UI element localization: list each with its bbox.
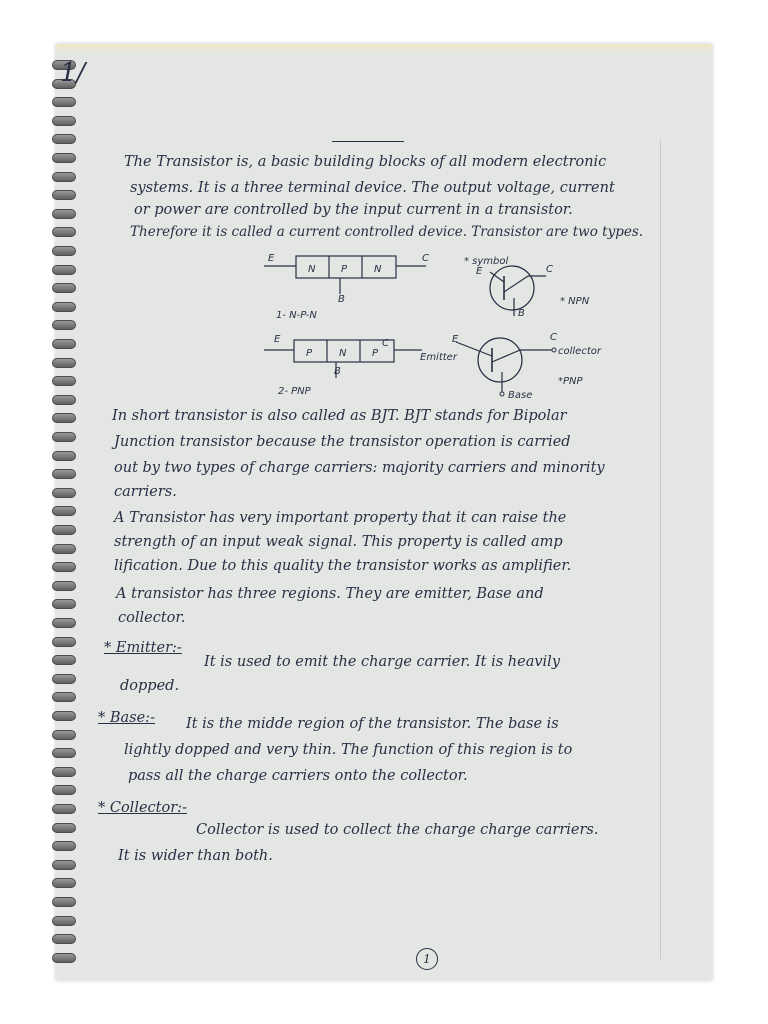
spiral-ring bbox=[52, 581, 76, 591]
spiral-ring bbox=[52, 358, 76, 368]
spiral-ring bbox=[52, 153, 76, 163]
symbol-heading: * symbol bbox=[464, 256, 509, 267]
short-line-4: carriers. bbox=[114, 484, 177, 500]
pnp-symbol bbox=[418, 332, 618, 406]
spiral-binding bbox=[52, 60, 82, 980]
spiral-ring bbox=[52, 376, 76, 386]
symbol-pnp-e: E bbox=[452, 334, 459, 345]
spiral-ring bbox=[52, 246, 76, 256]
spiral-ring bbox=[52, 395, 76, 405]
spiral-ring bbox=[52, 562, 76, 572]
spiral-ring bbox=[52, 525, 76, 535]
base-text-1: It is the midde region of the transistor. The base is bbox=[186, 716, 559, 732]
spiral-ring bbox=[52, 451, 76, 461]
spiral-ring bbox=[52, 934, 76, 944]
spiral-ring bbox=[52, 878, 76, 888]
intro-line-1: The Transistor is, a basic building blocks of all modern electronic bbox=[124, 154, 607, 170]
symbol-npn-label: * NPN bbox=[560, 296, 590, 307]
spiral-ring bbox=[52, 748, 76, 758]
symbol-npn-c: C bbox=[546, 264, 553, 275]
symbol-pnp-base: Base bbox=[508, 390, 533, 401]
spiral-ring bbox=[52, 506, 76, 516]
spiral-ring bbox=[52, 432, 76, 442]
spiral-ring bbox=[52, 599, 76, 609]
spiral-ring bbox=[52, 637, 76, 647]
spiral-ring bbox=[52, 860, 76, 870]
short-line-2: Junction transistor because the transistor operation is carried bbox=[114, 434, 571, 450]
page-number: 1 bbox=[416, 948, 438, 970]
spiral-ring bbox=[52, 190, 76, 200]
spiral-ring bbox=[52, 227, 76, 237]
emitter-text-1: It is used to emit the charge carrier. It is heavily bbox=[204, 654, 561, 670]
pnp-layer-2: N bbox=[339, 348, 347, 359]
spiral-ring bbox=[52, 674, 76, 684]
base-text-3: pass all the charge carriers onto the collector. bbox=[128, 768, 468, 784]
pnp-caption: 2- PNP bbox=[278, 386, 311, 397]
collector-text-1: Collector is used to collect the charge charge carriers. bbox=[196, 822, 599, 838]
spiral-ring bbox=[52, 469, 76, 479]
base-heading: * Base:- bbox=[98, 710, 155, 726]
spiral-ring bbox=[52, 953, 76, 963]
intro-line-3: or power are controlled by the input current in a transistor. bbox=[134, 202, 573, 218]
spiral-ring bbox=[52, 767, 76, 777]
spiral-ring bbox=[52, 730, 76, 740]
spiral-ring bbox=[52, 265, 76, 275]
spiral-ring bbox=[52, 413, 76, 423]
pnp-layer-3: P bbox=[372, 348, 379, 359]
symbol-pnp-label: *PNP bbox=[558, 376, 583, 387]
short-line-3: out by two types of charge carriers: majority carriers and minority bbox=[114, 460, 605, 476]
emitter-text-2: dopped. bbox=[120, 678, 180, 694]
collector-heading: * Collector:- bbox=[98, 800, 187, 816]
spiral-ring bbox=[52, 302, 76, 312]
page-top-edge bbox=[56, 44, 712, 52]
spiral-ring bbox=[52, 897, 76, 907]
spiral-ring bbox=[52, 97, 76, 107]
spiral-ring bbox=[52, 618, 76, 628]
npn-block-diagram bbox=[264, 250, 434, 334]
spiral-ring bbox=[52, 544, 76, 554]
spiral-ring bbox=[52, 209, 76, 219]
spiral-ring bbox=[52, 488, 76, 498]
spiral-ring bbox=[52, 339, 76, 349]
intro-line-4: Therefore it is called a current controlled device. Transistor are two types. bbox=[130, 224, 644, 240]
intro-line-2: systems. It is a three terminal device. The output voltage, current bbox=[130, 180, 615, 196]
symbol-pnp-collector: collector bbox=[558, 346, 601, 357]
spiral-ring bbox=[52, 692, 76, 702]
spiral-ring bbox=[52, 916, 76, 926]
symbol-npn-e: E bbox=[476, 266, 483, 277]
spiral-ring bbox=[52, 785, 76, 795]
regions-line-1: A transistor has three regions. They are emitter, Base and bbox=[116, 586, 544, 602]
spiral-ring bbox=[52, 823, 76, 833]
property-line-2: strength of an input weak signal. This property is called amp bbox=[114, 534, 563, 550]
pnp-emitter-label: E bbox=[274, 334, 281, 345]
spiral-ring bbox=[52, 804, 76, 814]
pnp-base-label: B bbox=[334, 366, 341, 377]
spiral-ring bbox=[52, 283, 76, 293]
npn-layer-1: N bbox=[308, 264, 316, 275]
npn-emitter-label: E bbox=[268, 253, 275, 264]
property-line-3: lification. Due to this quality the transistor works as amplifier. bbox=[114, 558, 572, 574]
regions-line-2: collector. bbox=[118, 610, 186, 626]
property-line-1: A Transistor has very important property that it can raise the bbox=[114, 510, 567, 526]
npn-layer-3: N bbox=[374, 264, 382, 275]
spiral-ring bbox=[52, 320, 76, 330]
symbol-pnp-c: C bbox=[550, 332, 557, 343]
npn-layer-2: P bbox=[341, 264, 348, 275]
spiral-ring bbox=[52, 711, 76, 721]
pnp-collector-label: C bbox=[382, 338, 389, 349]
pnp-block-diagram bbox=[264, 334, 434, 408]
spiral-ring bbox=[52, 172, 76, 182]
collector-text-2: It is wider than both. bbox=[118, 848, 273, 864]
base-text-2: lightly dopped and very thin. The function of this region is to bbox=[124, 742, 573, 758]
short-line-1: In short transistor is also called as BJT. BJT stands for Bipolar bbox=[112, 408, 567, 424]
title-rule bbox=[332, 141, 404, 142]
spiral-ring bbox=[52, 841, 76, 851]
spiral-ring bbox=[52, 116, 76, 126]
symbol-npn-b: B bbox=[518, 308, 525, 319]
emitter-heading: * Emitter:- bbox=[104, 640, 182, 656]
npn-base-label: B bbox=[338, 294, 345, 305]
corner-mark: 1/ bbox=[60, 58, 86, 88]
spiral-ring bbox=[52, 655, 76, 665]
margin-line bbox=[660, 139, 661, 959]
spiral-ring bbox=[52, 134, 76, 144]
npn-symbol bbox=[460, 252, 630, 326]
npn-collector-label: C bbox=[422, 253, 429, 264]
npn-caption: 1- N-P-N bbox=[276, 310, 317, 321]
symbol-pnp-emitter: Emitter bbox=[420, 352, 457, 363]
pnp-layer-1: P bbox=[306, 348, 313, 359]
